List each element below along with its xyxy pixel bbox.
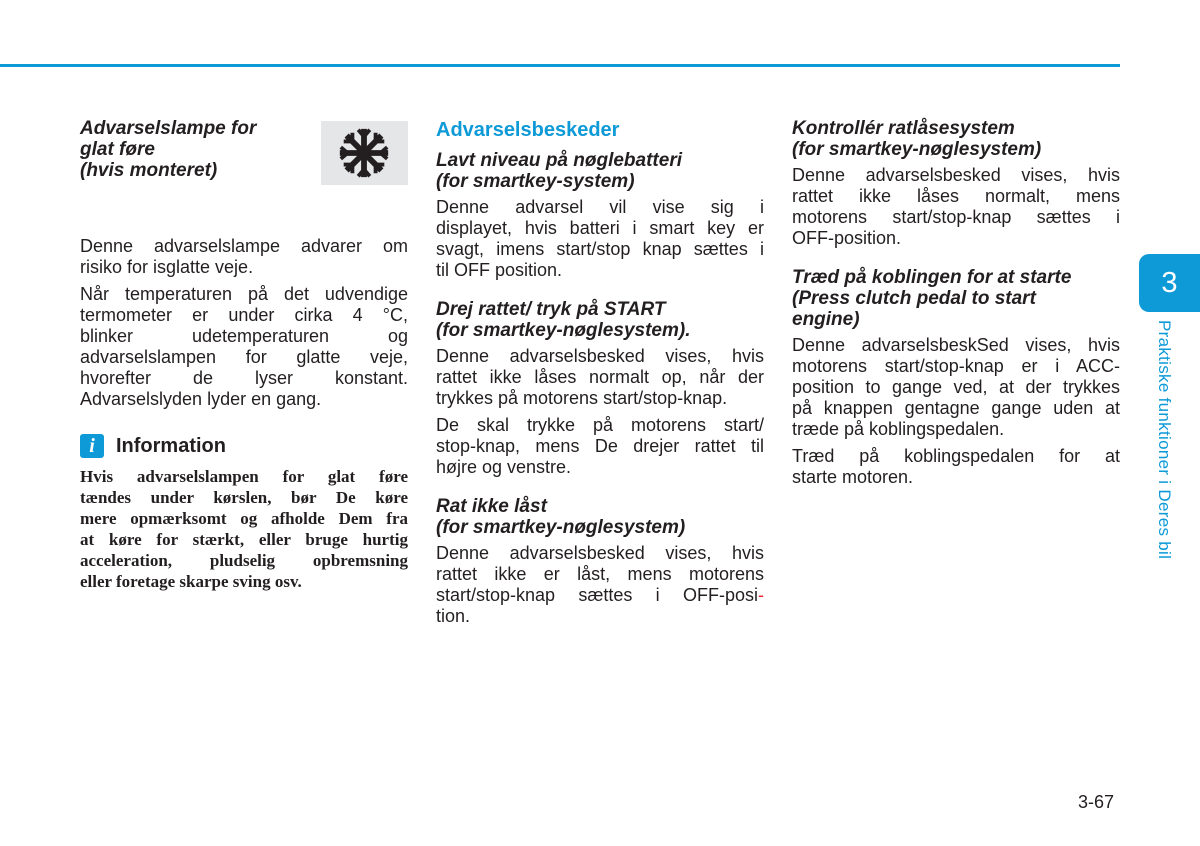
chapter-tab: 3 (1139, 254, 1200, 312)
page-number: 3-67 (1078, 792, 1115, 812)
information-body: Hvis advarselslampen for glat føre tændes under kørslen, bør De køre mere opmærksomt og afholde Dem fra at køre for stærkt, eller bruge hurtig acceleration, pludselig opbremsning eller foretage skarpe sving osv. (80, 467, 408, 591)
wheel-not-locked-heading: Rat ikke låst (for smartkey-nøglesystem) (436, 496, 686, 538)
slippery-road-warning-header (80, 118, 408, 236)
turn-wheel-heading: Drej rattet/ tryk på START (for smartkey-nøglesystem). (436, 299, 691, 341)
warning-description-paragraph: Denne advarselslampe advarer om risiko for isglatte veje. (80, 236, 408, 277)
press-clutch-block (792, 267, 1120, 488)
turn-wheel-paragraph-2: De skal trykke på motorens start/ stop-knap, mens De drejer rattet til højre og venstre. (436, 415, 764, 477)
temperature-paragraph: Når temperaturen på det udvendige termometer er under cirka 4 °C, blinker udetemperaturen og advarselslampen for glatte veje, hvorefter de lyser konstant. Advarselslyden lyder en gang. (80, 284, 408, 409)
low-key-battery-heading: Lavt niveau på nøglebatteri (for smartkey-system) (436, 150, 682, 192)
low-key-battery-block (436, 150, 764, 281)
low-key-battery-paragraph: Denne advarsel vil vise sig i displayet, hvis batteri i smart key er svagt, imens start/stop knap sættes i til OFF position. (436, 197, 764, 280)
hyphen-mark: - (758, 585, 764, 605)
info-icon: i (80, 434, 104, 458)
wheel-not-locked-block (436, 496, 764, 627)
section-title: Advarselsbeskeder (436, 119, 620, 141)
information-header (80, 434, 408, 458)
top-rule (0, 64, 1120, 67)
snowflake-icon (335, 124, 393, 182)
snowflake-icon-box (321, 121, 408, 185)
press-clutch-heading: Træd på koblingen for at starte (Press clutch pedal to start engine) (792, 267, 1072, 330)
turn-wheel-paragraph-1: Denne advarselsbesked vises, hvis rattet ikke låses normalt op, når der trykkes på motorens start/stop-knap. (436, 346, 764, 408)
chapter-title-vertical: Praktiske funktioner i Deres bil (1155, 320, 1174, 560)
check-wheel-lock-heading: Kontrollér ratlåsesystem (for smartkey-nøglesystem) (792, 118, 1042, 160)
turn-wheel-block (436, 299, 764, 478)
column-2 (436, 118, 764, 645)
wheel-not-locked-paragraph: Denne advarselsbesked vises, hvis rattet ikke er låst, mens motorens start/stop-knap sættes i OFF-posi- tion. (436, 543, 764, 626)
column-3 (792, 118, 1120, 506)
slippery-road-heading: Advarselslampe for glat føre (hvis monteret) (80, 118, 257, 181)
check-wheel-lock-block (792, 118, 1120, 249)
column-1 (80, 118, 408, 592)
press-clutch-paragraph-2: Træd på koblingspedalen for at starte motoren. (792, 446, 1120, 487)
check-wheel-lock-paragraph: Denne advarselsbesked vises, hvis rattet ikke låses normalt, mens motorens start/stop-knap sættes i OFF-position. (792, 165, 1120, 248)
press-clutch-paragraph-1: Denne advarselsbeskSed vises, hvis motorens start/stop-knap er i ACC- position to gange ved, at der trykkes på knappen gentagne gange uden at træde på koblingspedalen. (792, 335, 1120, 439)
hyphenated-line: start/stop-knap sættes i OFF-posi- (436, 585, 764, 605)
information-title: Information (116, 434, 226, 457)
